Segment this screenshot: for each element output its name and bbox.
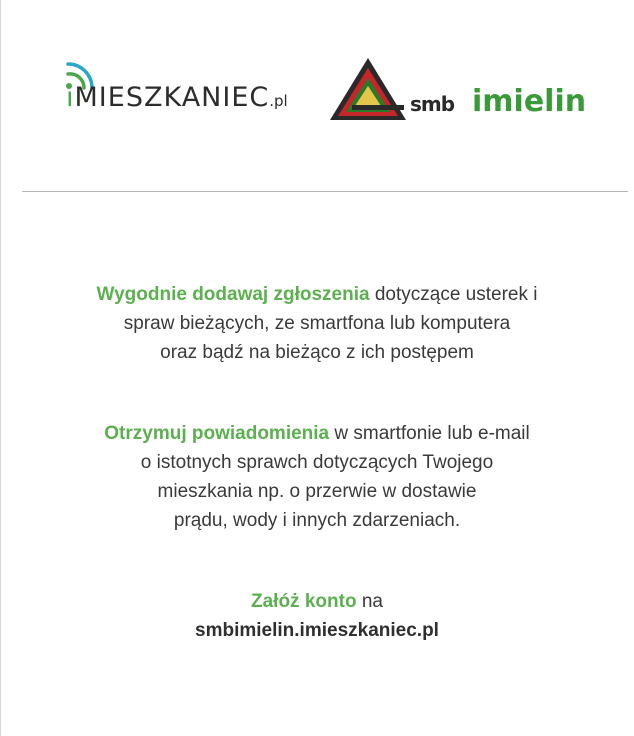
paragraph-report-issues bbox=[0, 280, 634, 367]
logo-suffix: .pl bbox=[269, 92, 288, 110]
paragraph2-line2: o istotnych sprawch dotyczących Twojego bbox=[140, 452, 494, 473]
paragraph1-line2: spraw bieżących, ze smartfona lub komputera bbox=[123, 313, 511, 334]
account-url: smbimielin.imieszkaniec.pl bbox=[195, 620, 439, 641]
paragraph2-line1 bbox=[0, 419, 634, 448]
paragraph3-line1 bbox=[0, 587, 634, 616]
paragraph-create-account bbox=[0, 587, 634, 645]
paragraph3-line1-rest: na bbox=[356, 591, 383, 612]
paragraph3-highlight: Załóż konto bbox=[251, 591, 357, 612]
main-content bbox=[0, 280, 634, 645]
paragraph2-line4: prądu, wody i innych zdarzeniach. bbox=[173, 510, 461, 531]
smb-triangle-logo bbox=[328, 56, 408, 122]
imieszkaniec-logo bbox=[60, 60, 320, 124]
logo-i-letter: i bbox=[66, 82, 75, 113]
paragraph1-line3: oraz bądź na bieżąco z ich postępem bbox=[160, 342, 474, 363]
smb-wordmark: smb bbox=[410, 92, 455, 116]
paragraph1-line1 bbox=[0, 280, 634, 309]
paragraph-notifications bbox=[0, 419, 634, 535]
paragraph2-line1-rest: w smartfonie lub e-mail bbox=[329, 423, 530, 444]
paragraph2-highlight: Otrzymuj powiadomienia bbox=[104, 423, 330, 444]
logo-bar bbox=[0, 52, 634, 132]
paragraph1-highlight: Wygodnie dodawaj zgłoszenia bbox=[96, 284, 370, 305]
paragraph2-line3: mieszkania np. o przerwie w dostawie bbox=[157, 481, 477, 502]
imielin-wordmark: imielin bbox=[472, 84, 587, 119]
header-divider bbox=[22, 191, 628, 192]
imieszkaniec-wordmark bbox=[66, 82, 288, 113]
paragraph1-line1-rest: dotyczące usterek i bbox=[369, 284, 538, 305]
logo-name: MIESZKANIEC bbox=[74, 82, 270, 113]
